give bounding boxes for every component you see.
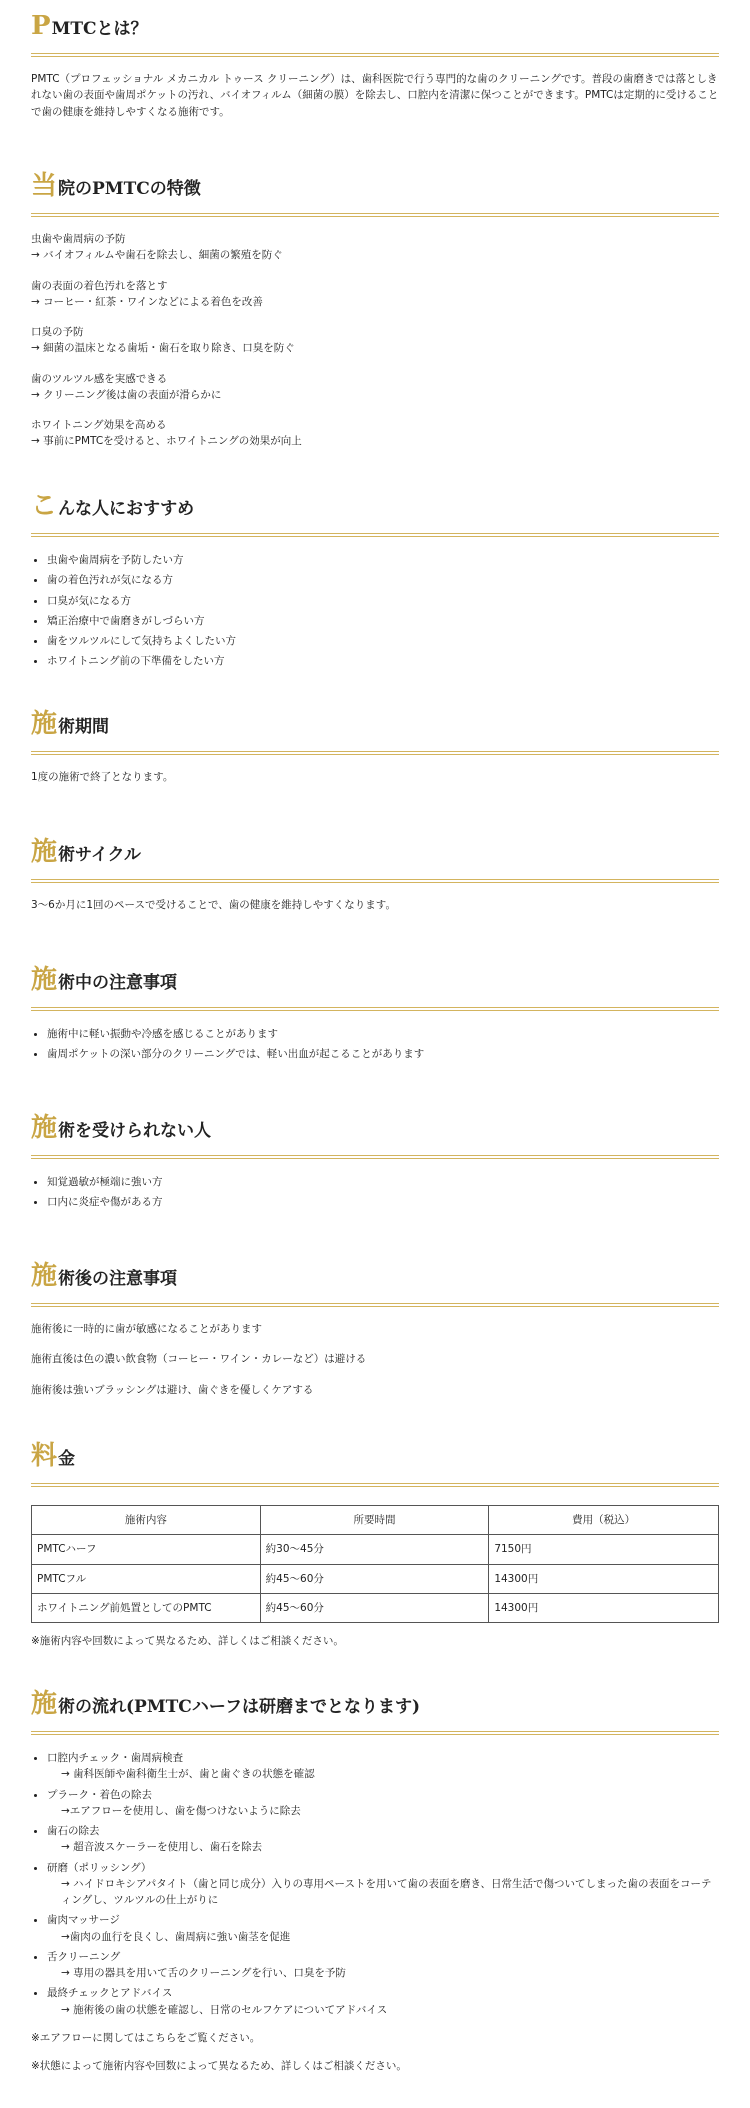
step-title: 歯石の除去: [47, 1825, 100, 1838]
heading-initial: 施: [31, 1689, 58, 1719]
heading-text: 術を受けられない人: [58, 1121, 212, 1141]
feature-title: 歯のツルツル感を実感できる: [31, 372, 168, 385]
table-row: [32, 1535, 719, 1564]
column-header: 所要時間: [260, 1506, 489, 1535]
column-header: 費用（税込）: [489, 1506, 719, 1535]
step-desc: → 歯科医師や歯科衛生士が、歯と歯ぐきの状態を確認: [61, 1768, 315, 1781]
heading-text: 術の流れ(PMTCハーフは研磨までとなります): [58, 1697, 421, 1717]
cycle-text: 3〜6か月に1回のペースで受けることで、歯の健康を維持しやすくなります。: [31, 899, 396, 911]
heading-divider: [31, 1007, 719, 1011]
feature-title: 歯の表面の着色汚れを落とす: [31, 279, 168, 292]
heading-divider: [31, 1483, 719, 1487]
section-heading: [31, 1440, 719, 1483]
flow-step: [47, 1948, 719, 1982]
section-heading: [31, 964, 719, 1007]
period-text: 1度の施術で終了となります。: [31, 771, 174, 783]
list-item: • 口臭が気になる方: [47, 592, 719, 609]
caution-line: 施術後は強いブラッシングは避け、歯ぐきを優しくケアする: [31, 1383, 314, 1396]
flow-step: [47, 1822, 719, 1856]
table-cell: 約45〜60分: [260, 1593, 489, 1622]
feature-title: ホワイトニング効果を高める: [31, 419, 167, 432]
caution-line: 施術直後は色の濃い飲食物（コーヒー・ワイン・カレーなど）は避ける: [31, 1353, 367, 1366]
step-desc: → 超音波スケーラーを使用し、歯石を除去: [61, 1841, 263, 1854]
feature-item: [31, 278, 719, 311]
table-row: [32, 1593, 719, 1622]
heading-divider: [31, 1731, 719, 1735]
feature-item: [31, 417, 719, 450]
table-cell: ホワイトニング前処置としてのPMTC: [32, 1593, 261, 1622]
table-cell: PMTCハーフ: [32, 1535, 261, 1564]
list-item: • 施術中に軽い振動や冷感を感じることがあります: [47, 1025, 719, 1042]
flow-step: [47, 1859, 719, 1909]
section-period: [31, 708, 719, 836]
step-desc: → 専用の器具を用いて舌のクリーニングを行い、口臭を予防: [61, 1967, 346, 1980]
heading-divider: [31, 1155, 719, 1159]
heading-divider: [31, 1303, 719, 1307]
heading-text: んな人におすすめ: [58, 499, 195, 519]
step-title: 研磨（ポリッシング）: [47, 1861, 152, 1874]
feature-desc: → 事前にPMTCを受けると、ホワイトニングの効果が向上: [31, 435, 302, 448]
heading-text: 金: [58, 1449, 76, 1469]
table-cell: 14300円: [489, 1593, 719, 1622]
table-header-row: [32, 1506, 719, 1535]
section-not-eligible: [31, 1112, 719, 1260]
step-title: 最終チェックとアドバイス: [47, 1987, 173, 2000]
heading-initial: こ: [31, 491, 58, 521]
feature-desc: → バイオフィルムや歯石を除去し、細菌の繁殖を防ぐ: [31, 249, 283, 262]
table-cell: PMTCフル: [32, 1564, 261, 1593]
flow-note: ※状態によって施術内容や回数によって異なるため、詳しくはご相談ください。: [31, 2060, 407, 2073]
section-heading: [31, 490, 719, 533]
section-heading: [31, 1260, 719, 1303]
list-item: • ホワイトニング前の下準備をしたい方: [47, 652, 719, 669]
price-table: [31, 1505, 719, 1623]
feature-desc: → コーヒー・紅茶・ワインなどによる着色を改善: [31, 295, 263, 308]
flow-step: [47, 1786, 719, 1820]
step-title: 舌クリーニング: [47, 1950, 121, 1963]
not-eligible-list: [31, 1173, 719, 1211]
feature-desc: → クリーニング後は歯の表面が滑らかに: [31, 388, 222, 401]
section-heading: [31, 836, 719, 879]
table-row: [32, 1564, 719, 1593]
feature-item: [31, 371, 719, 404]
step-desc: →歯肉の血行を良くし、歯周病に強い歯茎を促進: [61, 1930, 291, 1943]
step-title: 歯肉マッサージ: [47, 1914, 120, 1927]
step-desc: → ハイドロキシアパタイト（歯と同じ成分）入りの専用ペーストを用いて歯の表面を磨き、日常生活で傷ついてしまった歯の表面をコーティングし、ツルツルの仕上がりに: [61, 1877, 712, 1907]
section-heading: [31, 708, 719, 751]
heading-text: MTCとは？: [51, 19, 148, 39]
flow-step: [47, 1911, 719, 1945]
step-title: 口腔内チェック・歯周病検査: [47, 1752, 184, 1764]
heading-divider: [31, 751, 719, 755]
table-cell: 約30〜45分: [260, 1535, 489, 1564]
heading-divider: [31, 213, 719, 217]
heading-text: 術サイクル: [58, 845, 141, 865]
feature-desc: → 細菌の温床となる歯垢・歯石を取り除き、口臭を防ぐ: [31, 342, 295, 355]
cautions-during-list: [31, 1025, 719, 1063]
heading-text: 術期間: [58, 717, 110, 737]
heading-initial: P: [31, 11, 51, 41]
heading-text: 院のPMTCの特徴: [58, 179, 201, 199]
list-item: • 知覚過敏が極端に強い方: [47, 1173, 719, 1190]
table-cell: 14300円: [489, 1564, 719, 1593]
list-item: • 矯正治療中で歯磨きがしづらい方: [47, 612, 719, 629]
feature-title: 虫歯や歯周病の予防: [31, 233, 126, 245]
list-item: • 口内に炎症や傷がある方: [47, 1193, 719, 1210]
section-cycle: [31, 836, 719, 964]
feature-title: 口臭の予防: [31, 326, 84, 339]
flow-step: [47, 1749, 719, 1783]
heading-initial: 施: [31, 709, 58, 739]
feature-item: [31, 231, 719, 264]
recommend-list: [31, 551, 719, 670]
table-cell: 7150円: [489, 1535, 719, 1564]
feature-item: [31, 324, 719, 357]
section-flow: [31, 1688, 719, 2075]
section-features: [31, 170, 719, 490]
flow-step: [47, 1984, 719, 2018]
pmtc-description: PMTC（プロフェッショナル メカニカル トゥース クリーニング）は、歯科医院で行う専門的な歯のクリーニングです。普段の歯磨きでは落としきれない歯の表面や歯周ポケットの汚れ、バイオフィルム（細菌の膜）を除去し、口腔内を清潔に保つことができます。PMTCは定期的に受けることで歯の健康を維持しやすくなる施術です。: [31, 73, 719, 118]
table-cell: 約45〜60分: [260, 1564, 489, 1593]
heading-text: 術後の注意事項: [58, 1269, 178, 1289]
section-pricing: [31, 1440, 719, 1688]
step-desc: → 施術後の歯の状態を確認し、日常のセルフケアについてアドバイス: [61, 2003, 388, 2016]
section-what-is-pmtc: [31, 10, 719, 170]
heading-initial: 施: [31, 1113, 58, 1143]
pricing-note: ※施術内容や回数によって異なるため、詳しくはご相談ください。: [31, 1635, 344, 1648]
list-item: • 歯周ポケットの深い部分のクリーニングでは、軽い出血が起こることがあります: [47, 1045, 719, 1062]
airflow-link-note[interactable]: ※エアフローに関してはこちらをご覧ください。: [31, 2031, 261, 2044]
column-header: 施術内容: [32, 1506, 261, 1535]
heading-initial: 料: [31, 1441, 58, 1471]
page-content: [31, 0, 719, 2075]
heading-divider: [31, 533, 719, 537]
section-heading: [31, 10, 719, 53]
list-item: • 虫歯や歯周病を予防したい方: [47, 551, 719, 568]
section-heading: [31, 170, 719, 213]
list-item: • 歯をツルツルにして気持ちよくしたい方: [47, 632, 719, 649]
caution-line: 施術後に一時的に歯が敏感になることがあります: [31, 1323, 262, 1335]
flow-steps: [31, 1749, 719, 2018]
heading-text: 術中の注意事項: [58, 973, 178, 993]
section-heading: [31, 1112, 719, 1155]
heading-divider: [31, 879, 719, 883]
section-cautions-during: [31, 964, 719, 1112]
heading-initial: 施: [31, 1261, 58, 1291]
heading-divider: [31, 53, 719, 57]
step-title: プラーク・着色の除去: [47, 1788, 152, 1801]
heading-initial: 当: [31, 171, 58, 201]
list-item: • 歯の着色汚れが気になる方: [47, 571, 719, 588]
heading-initial: 施: [31, 965, 58, 995]
heading-initial: 施: [31, 837, 58, 867]
step-desc: →エアフローを使用し、歯を傷つけないように除去: [61, 1804, 301, 1817]
section-cautions-after: [31, 1260, 719, 1440]
section-heading: [31, 1688, 719, 1731]
section-recommend: [31, 490, 719, 708]
